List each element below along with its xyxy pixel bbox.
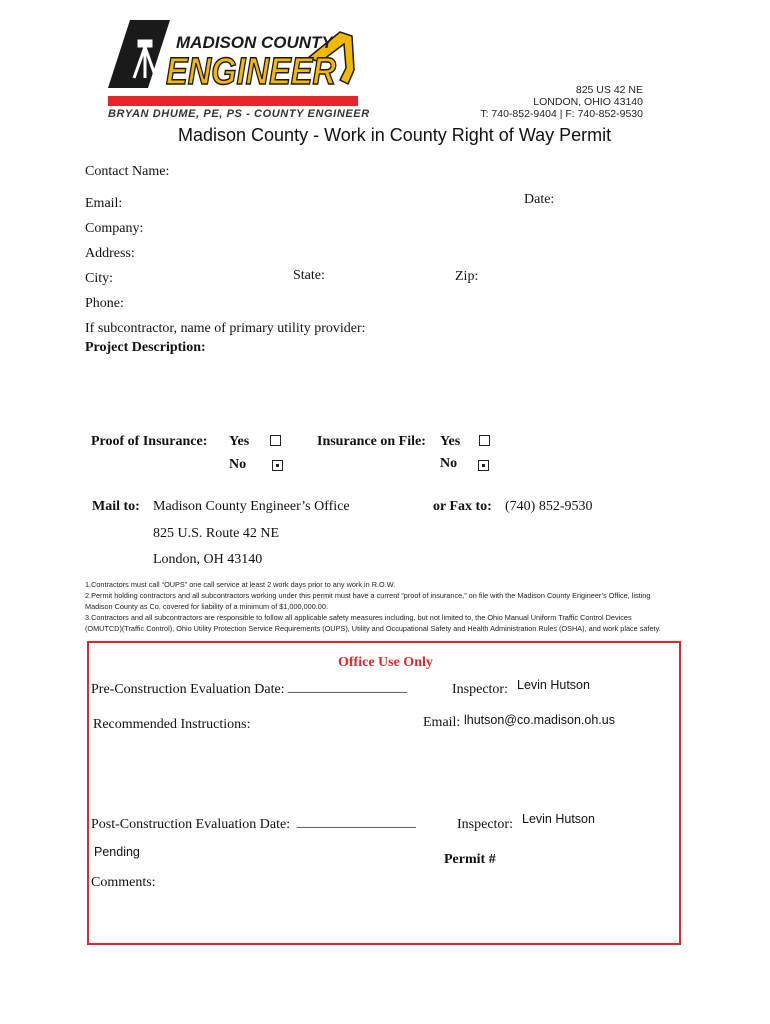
logo-graphic: [108, 18, 358, 120]
mail-to-label: Mail to:: [92, 499, 140, 514]
comments-label: Comments:: [91, 875, 156, 890]
state-label: State:: [293, 268, 325, 283]
county-engineer-logo: [108, 18, 358, 120]
zip-label: Zip:: [455, 269, 479, 284]
on-file-no-label: No: [440, 456, 458, 471]
proof-no-label: No: [229, 457, 247, 472]
logo-line1: MADISON COUNTY: [176, 33, 333, 52]
office-street: 825 US 42 NE: [575, 84, 643, 96]
pre-construction-date-field[interactable]: _________________: [288, 680, 407, 695]
project-description-label: Project Description:: [85, 340, 206, 355]
permit-number-label: Permit #: [444, 852, 496, 867]
post-construction-date-field[interactable]: _________________: [297, 815, 416, 830]
note-line: 2.Permit holding contractors and all subcontractors working under this permit must have a current “proof of insurance,” on file with the Madison County Engineer’s Office, listing: [85, 591, 651, 600]
insurance-on-file-label: Insurance on File:: [317, 434, 426, 449]
logo-tagline: BRYAN DHUME, PE, PS - COUNTY ENGINEER: [108, 108, 370, 120]
office-city: LONDON, OHIO 43140: [533, 96, 643, 108]
address-label: Address:: [85, 246, 135, 261]
note-line: (OMUTCD)(Traffic Control), Ohio Utility Protection Service Requirements (OUPS), Utility and Occupational Safety and Health Administration Rules (OSHA), and work place safety.: [85, 624, 661, 633]
company-label: Company:: [85, 221, 144, 236]
inspector-value[interactable]: Levin Hutson: [517, 678, 590, 692]
city-label: City:: [85, 271, 114, 286]
inspector2-label: Inspector:: [457, 817, 513, 832]
note-line: 3.Contractors and all subcontractors are responsible to follow all applicable safety measures including, but not limited to, the Ohio Manual Uniform Traffic Control Devices: [85, 613, 632, 622]
office-email-label: Email:: [423, 715, 461, 730]
post-construction-date-label: Post-Construction Evaluation Date:: [91, 817, 291, 832]
subcontractor-label: If subcontractor, name of primary utility provider:: [85, 321, 366, 336]
logo-line2: ENGINEER: [166, 51, 337, 93]
fax-number: (740) 852-9530: [505, 499, 593, 514]
on-file-no-checkbox[interactable]: [478, 460, 489, 471]
status-value[interactable]: Pending: [94, 845, 140, 859]
office-phone-fax: T: 740-852-9404 | F: 740-852-9530: [480, 108, 643, 120]
recommended-instructions-label: Recommended Instructions:: [93, 717, 251, 732]
inspector-label: Inspector:: [452, 682, 508, 697]
email-label: Email:: [85, 196, 123, 211]
note-line: Madison County as Co. covered for liability of a minimum of $1,000,000.00.: [85, 602, 328, 611]
mail-address-line3: London, OH 43140: [153, 552, 263, 567]
phone-label: Phone:: [85, 296, 124, 311]
on-file-yes-checkbox[interactable]: [479, 435, 490, 446]
inspector2-value[interactable]: Levin Hutson: [522, 812, 595, 826]
office-email-value[interactable]: lhutson@co.madison.oh.us: [464, 713, 615, 727]
fax-label: or Fax to:: [433, 499, 492, 514]
date-label: Date:: [524, 192, 555, 207]
proof-yes-label: Yes: [229, 434, 250, 449]
mail-address-line1: Madison County Engineer’s Office: [153, 499, 350, 514]
on-file-yes-label: Yes: [440, 434, 461, 449]
page-title: Madison County - Work in County Right of Way Permit: [178, 125, 612, 145]
contact-name-label: Contact Name:: [85, 164, 170, 179]
proof-yes-checkbox[interactable]: [270, 435, 281, 446]
note-line: 1.Contractors must call “OUPS” one call service at least 2 work days prior to any work in R.O.W.: [85, 580, 396, 589]
mail-address-line2: 825 U.S. Route 42 NE: [153, 526, 279, 541]
pre-construction-date-label: Pre-Construction Evaluation Date:: [91, 682, 285, 697]
proof-no-checkbox[interactable]: [272, 460, 283, 471]
office-use-heading: Office Use Only: [338, 655, 433, 670]
proof-of-insurance-label: Proof of Insurance:: [91, 434, 208, 449]
